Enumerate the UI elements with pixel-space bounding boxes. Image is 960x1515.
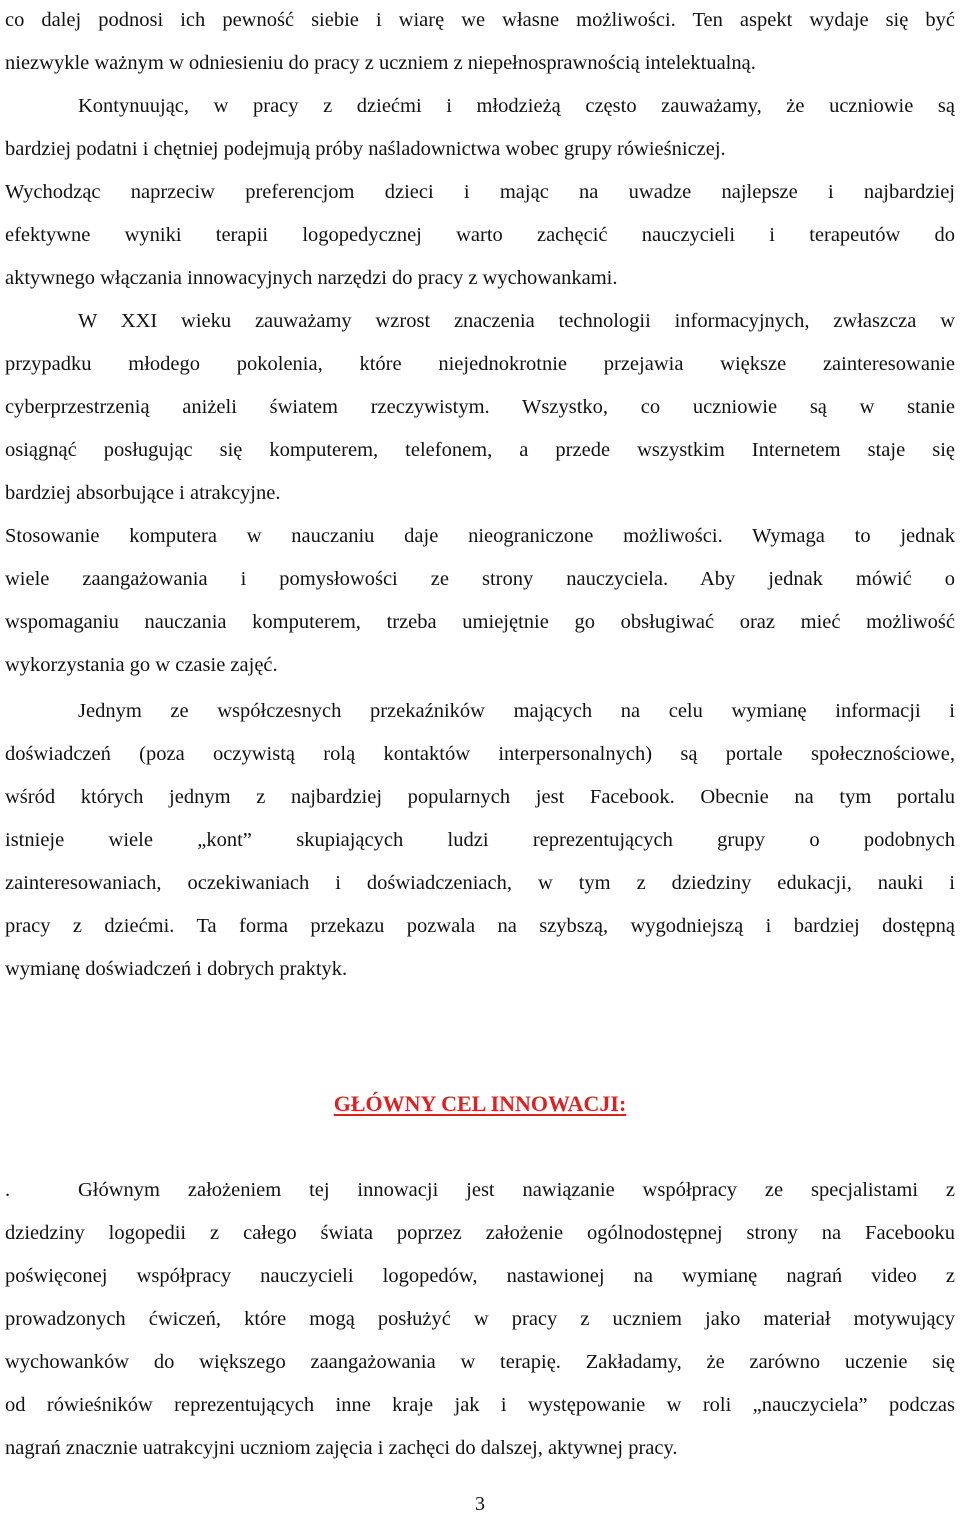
text-line: Wychodząc naprzeciw preferencjom dzieci i mając na uwadze najlepsze i najbardziej [5, 181, 955, 203]
text-line: wiele zaangażowania i pomysłowości ze strony nauczyciela. Aby jednak mówić o [5, 568, 955, 590]
text-line: zainteresowaniach, oczekiwaniach i doświadczeniach, w tym z dziedziny edukacji, nauki i [5, 872, 955, 894]
text-line: osiągnąć posługując się komputerem, telefonem, a przede wszystkim Internetem staje się [5, 439, 955, 461]
text-line: wykorzystania go w czasie zajęć. [5, 654, 278, 676]
text-line: aktywnego włączania innowacyjnych narzędzi do pracy z wychowankami. [5, 267, 618, 289]
text-line: wychowanków do większego zaangażowania w terapię. Zakładamy, że zarówno uczenie się [5, 1351, 955, 1373]
text-line: istnieje wiele „kont” skupiających ludzi reprezentujących grupy o podobnych [5, 829, 955, 851]
section-heading: GŁÓWNY CEL INNOWACJI: [333, 1091, 627, 1116]
text-line: wśród których jednym z najbardziej popularnych jest Facebook. Obecnie na tym portalu [5, 786, 955, 808]
text-line: Jednym ze współczesnych przekaźników mających na celu wymianę informacji i [78, 700, 955, 722]
text-line: przypadku młodego pokolenia, które niejednokrotnie przejawia większe zainteresowanie [5, 353, 955, 375]
text-line: co dalej podnosi ich pewność siebie i wiarę we własne możliwości. Ten aspekt wydaje się być [5, 9, 955, 31]
text-line: W XXI wieku zauważamy wzrost znaczenia technologii informacyjnych, zwłaszcza w [78, 310, 955, 332]
text-line: doświadczeń (poza oczywistą rolą kontaktów interpersonalnych) są portale społecznościowe, [5, 743, 955, 765]
page-number: 3 [475, 1493, 485, 1515]
text-line: wymianę doświadczeń i dobrych praktyk. [5, 958, 348, 980]
text-line: od rówieśników reprezentujących inne kraje jak i występowanie w roli „nauczyciela” podczas [5, 1394, 955, 1416]
text-line: poświęconej współpracy nauczycieli logopedów, nastawionej na wymianę nagrań video z [5, 1265, 955, 1287]
text-line: Głównym założeniem tej innowacji jest nawiązanie współpracy ze specjalistami z [78, 1179, 955, 1201]
text-line: nagrań znacznie uatrakcyjni uczniom zajęcia i zachęci do dalszej, aktywnej pracy. [5, 1437, 678, 1459]
text-line: bardziej absorbujące i atrakcyjne. [5, 482, 281, 504]
text-line: cyberprzestrzenią aniżeli światem rzeczywistym. Wszystko, co uczniowie są w stanie [5, 396, 955, 418]
text-line: niezwykle ważnym w odniesieniu do pracy z uczniem z niepełnosprawnością intelektualną. [5, 52, 756, 74]
text-line: dziedziny logopedii z całego świata poprzez założenie ogólnodostępnej strony na Facebooku [5, 1222, 955, 1244]
text-line: wspomaganiu nauczania komputerem, trzeba umiejętnie go obsługiwać oraz mieć możliwość [5, 611, 955, 633]
text-line: efektywne wyniki terapii logopedycznej warto zachęcić nauczycieli i terapeutów do [5, 224, 955, 246]
text-line-marker: . [5, 1179, 11, 1201]
text-line: prowadzonych ćwiczeń, które mogą posłużyć w pracy z uczniem jako materiał motywujący [5, 1308, 955, 1330]
text-line: Kontynuując, w pracy z dziećmi i młodzieżą często zauważamy, że uczniowie są [78, 95, 955, 117]
text-line: pracy z dziećmi. Ta forma przekazu pozwala na szybszą, wygodniejszą i bardziej dostępną [5, 915, 955, 937]
text-line: Stosowanie komputera w nauczaniu daje nieograniczone możliwości. Wymaga to jednak [5, 525, 955, 547]
text-line: bardziej podatni i chętniej podejmują próby naśladownictwa wobec grupy rówieśniczej. [5, 138, 726, 160]
